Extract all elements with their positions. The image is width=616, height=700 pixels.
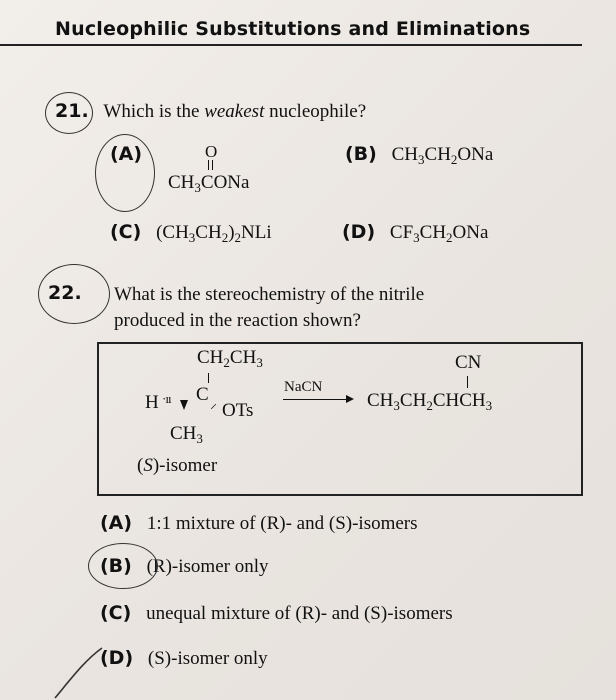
reactant-bond-ots: ⸝ [210, 397, 217, 412]
reactant-wedge-bond [180, 400, 188, 410]
q21-post: nucleophile? [264, 101, 367, 122]
q21-option-c[interactable] [110, 221, 272, 244]
q22-option-d[interactable] [100, 647, 268, 670]
q22-d-text: (S)-isomer only [147, 648, 268, 669]
q22-option-c[interactable] [100, 602, 453, 625]
q21-number: 21. [55, 100, 89, 122]
q22-stem-line1: What is the stereochemistry of the nitrile [114, 284, 425, 305]
q21-a-formula: $CH_3CONa$ [168, 172, 250, 195]
q21-b-formula: $CH_3CH_2ONa$ [391, 144, 494, 167]
q21-a-answer-circle [95, 134, 155, 212]
reactant-stereocenter: C [196, 384, 209, 405]
reactant-methyl: $CH_3$ [170, 423, 203, 446]
q21-stem [55, 100, 366, 123]
reaction-arrow-shaft [283, 399, 349, 400]
q22-number: 22. [48, 282, 82, 304]
q21-d-formula: $CF_3CH_2ONa$ [389, 222, 489, 245]
q21-d-label: (D) [342, 221, 376, 243]
product-cn: CN [455, 352, 482, 373]
q21-option-b[interactable] [345, 143, 493, 166]
reactant-bond-top [208, 373, 209, 383]
q22-c-label: (C) [100, 602, 132, 624]
q22-number-wrap [48, 282, 82, 305]
q22-b-label: (B) [100, 555, 132, 577]
reactant-h: H [145, 392, 159, 413]
q21-pre: Which is the [103, 101, 205, 122]
q21-c-label: (C) [110, 221, 142, 243]
q21-b-label: (B) [345, 143, 377, 165]
reactant-ethyl: $CH_2CH_3$ [197, 347, 263, 370]
product-bond-cn [467, 376, 468, 388]
q22-a-label: (A) [100, 512, 133, 534]
pen-mark [50, 630, 120, 700]
reactant-hash-bond: ·ıı [162, 391, 171, 406]
q22-d-label: (D) [100, 647, 134, 669]
q22-option-a[interactable] [100, 512, 418, 535]
q21-a-double-bond [208, 160, 213, 170]
product-formula: $CH_3CH_2CHCH_3$ [367, 390, 493, 413]
header-rule [0, 44, 582, 46]
q22-stem-line2: produced in the reaction shown? [114, 310, 361, 331]
q22-b-answer-circle [88, 543, 158, 589]
reaction-arrow-head [346, 395, 354, 403]
q21-option-d[interactable] [342, 221, 488, 244]
reactant-ots: OTs [222, 400, 254, 421]
q21-a-carbonyl-o: O [205, 142, 218, 161]
page-header: Nucleophilic Substitutions and Eliminations [55, 18, 531, 40]
q22-b-text: (R)-isomer only [146, 556, 269, 577]
q22-c-text: unequal mixture of (R)- and (S)-isomers [146, 603, 453, 624]
reagent-label: NaCN [284, 379, 323, 395]
q21-emph: weakest [204, 101, 265, 122]
q21-number-circle [45, 92, 93, 134]
q22-a-text: 1:1 mixture of (R)- and (S)-isomers [146, 513, 418, 534]
q21-c-formula: $(CH_3CH_2)_2NLi$ [156, 222, 272, 245]
q21-a-label: (A) [110, 143, 143, 165]
reactant-isomer-label: (S)-isomer [137, 455, 218, 476]
